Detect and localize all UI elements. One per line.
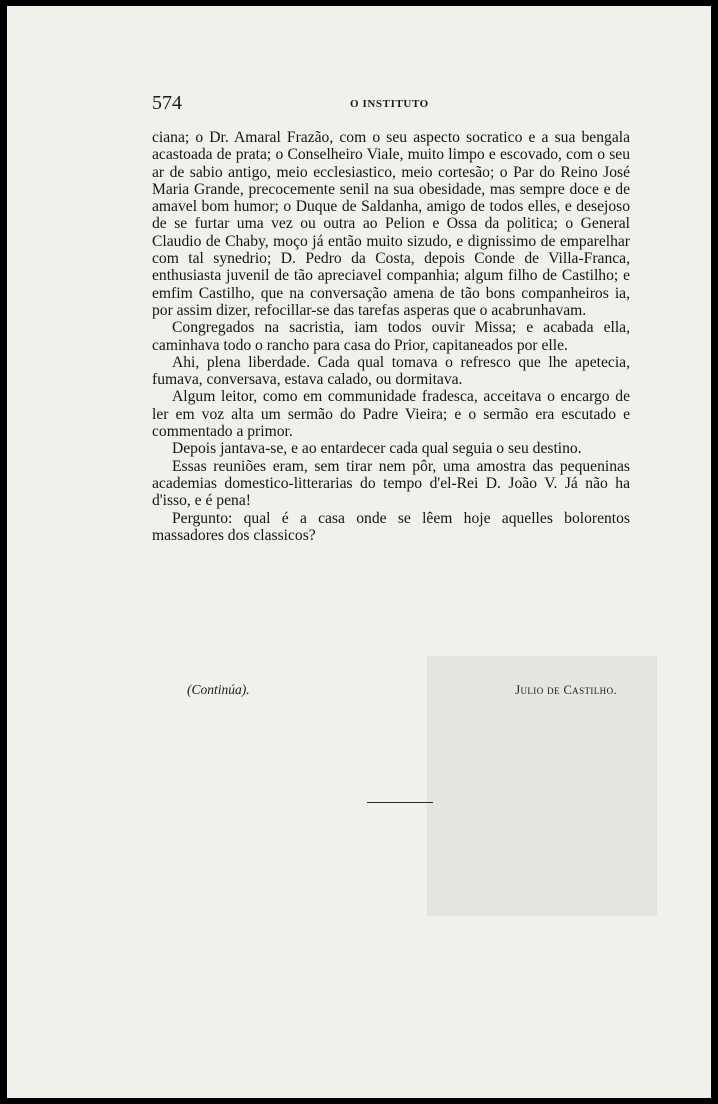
paragraph: Ahi, plena liberdade. Cada qual tomava o refresco que lhe apetecia, fumava, conversava, estava calado, ou dormitava. bbox=[152, 353, 630, 389]
continuation-note: (Continúa). bbox=[187, 682, 250, 697]
section-divider bbox=[367, 802, 433, 803]
paragraph-continued: ciana; o Dr. Amaral Frazão, com o seu aspecto socratico e a sua bengala acastoada de prata; o Conselheiro Viale, muito limpo e escovado, com o seu ar de sabio antigo, meio ecclesiastico, meio cortesão; o Par do Reino José Maria Grande, precocemente senil na sua obesidade, mas sempre doce e de amavel bom humor; o Duque de Saldanha, amigo de todos elles, e desejoso de se furtar uma vez ou outra ao Pelion e Ossa da politica; o General Claudio de Chaby, moço já então muito sizudo, e dignissimo de emparelhar com tal synedrio; D. Pedro da Costa, depois Conde de Villa-Franca, enthusiasta juvenil de tão apreciavel companhia; algum filho de Castilho; e emfim Castilho, que na conversação amena de tão bons companheiros ia, por assim dizer, refocillar-se das tarefas asperas que o acabrunhavam. bbox=[152, 129, 630, 319]
article-signoff bbox=[187, 682, 617, 702]
page-number: 574 bbox=[152, 92, 182, 114]
paragraph: Congregados na sacristia, iam todos ouvir Missa; e acabada ella, caminhava todo o rancho para casa do Prior, capitaneados por elle. bbox=[152, 319, 630, 354]
paragraph: Essas reuniões eram, sem tirar nem pôr, uma amostra das pequeninas academias domestico-litterarias do tempo d'el-Rei D. João V. Já não ha d'isso, e é pena! bbox=[152, 457, 630, 510]
author-signature: Julio de Castilho. bbox=[515, 683, 617, 697]
running-head bbox=[152, 94, 632, 116]
paragraph: Pergunto: qual é a casa onde se lêem hoje aquelles bolorentos massadores dos classicos? bbox=[152, 509, 630, 544]
journal-title: O INSTITUTO bbox=[350, 98, 429, 110]
paragraph: Depois jantava-se, e ao entardecer cada qual seguia o seu destino. bbox=[172, 440, 582, 458]
paragraph: Algum leitor, como em communidade fradesca, acceitava o encargo de ler em voz alta um sermão do Padre Vieira; e o sermão era escutado e commentado a primor. bbox=[152, 388, 630, 441]
book-page bbox=[7, 6, 711, 1098]
article-text bbox=[152, 129, 630, 544]
